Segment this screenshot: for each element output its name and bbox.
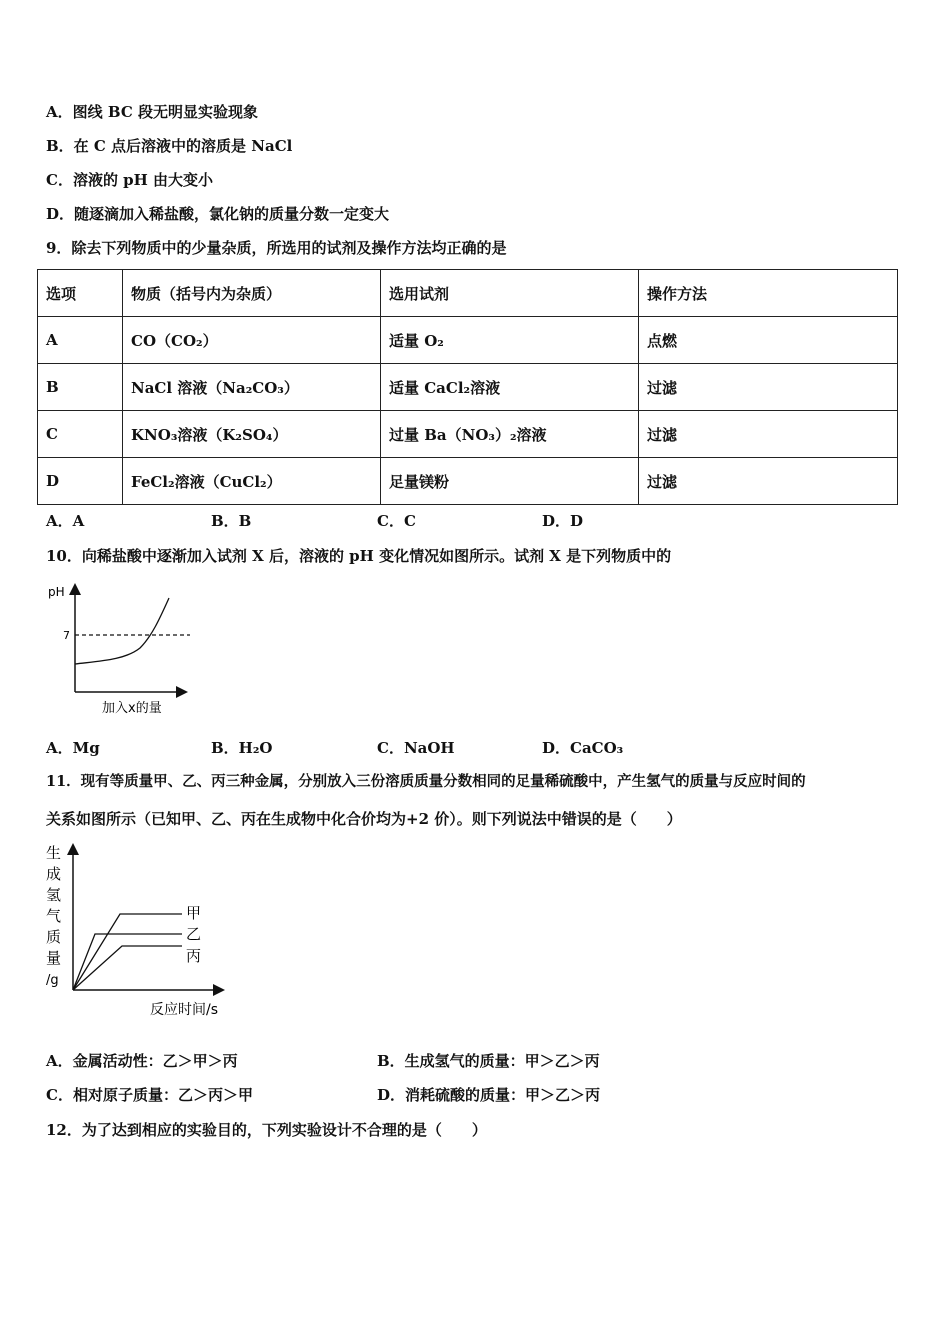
ph-curve (75, 598, 169, 664)
q9-question: 9．除去下列物质中的少量杂质，所选用的试剂及操作方法均正确的是 (46, 239, 507, 257)
series-bing-line (73, 946, 182, 990)
series-yi-label: 乙 (186, 925, 202, 943)
q12-question: 12．为了达到相应的实验目的，下列实验设计不合理的是（ ） (46, 1121, 487, 1139)
q11-choice-c: C．相对原子质量：乙＞丙＞甲 (46, 1086, 253, 1104)
q9-choice-a: A．A (46, 512, 85, 530)
series-jia-label: 甲 (186, 904, 202, 922)
row-substance: CO（CO₂） (123, 317, 381, 364)
row-substance: NaCl 溶液（Na₂CO₃） (123, 364, 381, 411)
header-method: 操作方法 (639, 270, 898, 317)
y-label-char: 量 (46, 949, 62, 967)
q8-option-d: D．随逐滴加入稀盐酸，氯化钠的质量分数一定变大 (46, 205, 390, 223)
q8-option-a: A．图线 BC 段无明显实验现象 (46, 103, 258, 121)
x-axis-label: 反应时间/s (150, 1002, 219, 1018)
q11-choice-d: D．消耗硫酸的质量：甲＞乙＞丙 (377, 1086, 601, 1104)
row-substance: KNO₃溶液（K₂SO₄） (123, 411, 381, 458)
y-label-char: 成 (46, 865, 62, 883)
q9-choice-d: D．D (542, 512, 584, 530)
row-substance: FeCl₂溶液（CuCl₂） (123, 458, 381, 505)
q8-option-c: C．溶液的 pH 由大变小 (46, 171, 214, 189)
row-reagent: 过量 Ba（NO₃）₂溶液 (381, 411, 639, 458)
row-method: 点燃 (639, 317, 898, 364)
q11-choice-b: B．生成氢气的质量：甲＞乙＞丙 (377, 1052, 600, 1070)
y-label-char: 氢 (46, 886, 62, 904)
q10-question: 10．向稀盐酸中逐渐加入试剂 X 后，溶液的 pH 变化情况如图所示。试剂 X 是下列物质中的 (46, 547, 672, 565)
q10-choice-d: D．CaCO₃ (542, 739, 624, 757)
x-axis-label: 加入x的量 (102, 701, 162, 716)
row-method: 过滤 (639, 458, 898, 505)
q11-hydrogen-graph (40, 840, 240, 1022)
row-option: A (38, 317, 123, 364)
row-option: B (38, 364, 123, 411)
table-row (38, 458, 898, 505)
series-yi-line (73, 934, 182, 990)
ph-axis-label: pH (48, 585, 65, 599)
q8-option-b: B．在 C 点后溶液中的溶质是 NaCl (46, 137, 293, 155)
q10-ph-graph (40, 578, 200, 720)
row-option: D (38, 458, 123, 505)
q11-choice-a: A．金属活动性：乙＞甲＞丙 (46, 1052, 238, 1070)
row-method: 过滤 (639, 364, 898, 411)
table-header-row (38, 270, 898, 317)
table-row (38, 364, 898, 411)
series-bing-label: 丙 (186, 947, 202, 965)
row-method: 过滤 (639, 411, 898, 458)
table-row (38, 317, 898, 364)
q9-table (37, 269, 898, 505)
y-label-char: /g (46, 973, 59, 988)
row-reagent: 足量镁粉 (381, 458, 639, 505)
y-label-char: 生 (46, 844, 62, 862)
header-reagent: 选用试剂 (381, 270, 639, 317)
q11-question-line2: 关系如图所示（已知甲、乙、丙在生成物中化合价均为+2 价）。则下列说法中错误的是（ ） (46, 810, 682, 828)
q10-choice-a: A．Mg (46, 739, 100, 757)
q11-question-line1: 11．现有等质量甲、乙、丙三种金属，分别放入三份溶质质量分数相同的足量稀硫酸中，产生氢气的质量与反应时间的 (46, 773, 806, 790)
y-label-char: 气 (46, 907, 62, 925)
ph7-tick-label: 7 (63, 629, 70, 642)
header-option: 选项 (38, 270, 123, 317)
row-reagent: 适量 CaCl₂溶液 (381, 364, 639, 411)
q10-choice-c: C．NaOH (377, 739, 455, 757)
q10-choice-b: B．H₂O (211, 739, 273, 757)
y-label-char: 质 (46, 928, 62, 946)
table-row (38, 411, 898, 458)
header-substance: 物质（括号内为杂质） (123, 270, 381, 317)
row-option: C (38, 411, 123, 458)
q9-choice-c: C．C (377, 512, 416, 530)
row-reagent: 适量 O₂ (381, 317, 639, 364)
q9-choice-b: B．B (211, 512, 252, 530)
series-jia-line (73, 914, 182, 990)
